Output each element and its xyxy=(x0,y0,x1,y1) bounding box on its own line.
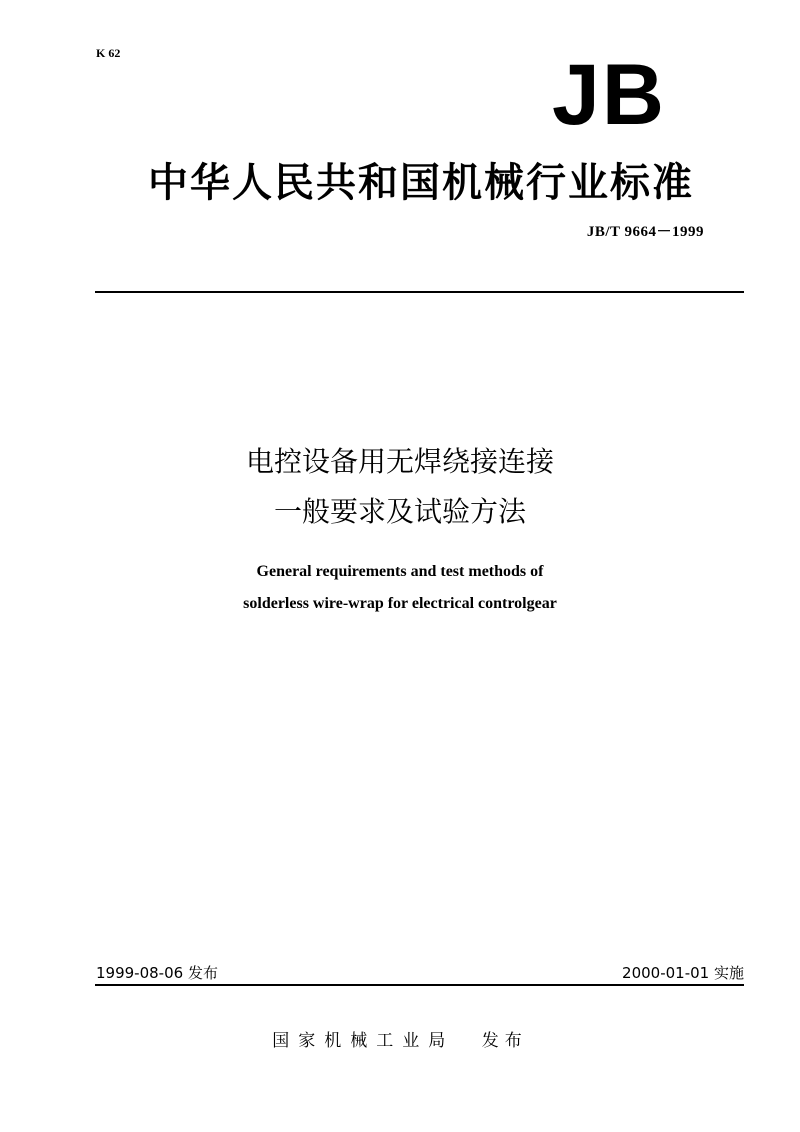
document-title-en-line-1: General requirements and test methods of xyxy=(256,563,544,580)
jb-logo: JB xyxy=(552,47,666,143)
footer-divider xyxy=(95,984,744,986)
issuer-line xyxy=(0,1026,800,1051)
issuer-name: 国家机械工业局 xyxy=(272,1031,455,1051)
issuer-action: 发布 xyxy=(481,1031,528,1051)
document-title-cn-line-2: 一般要求及试验方法 xyxy=(273,495,526,528)
header-divider xyxy=(95,291,744,293)
standard-number: JB/T 9664－1999 xyxy=(586,224,704,240)
effective-date: 2000-01-01 实施 xyxy=(622,964,744,982)
standard-title: 中华人民共和国机械行业标准 xyxy=(148,160,694,206)
classification-code: K 62 xyxy=(96,46,121,60)
document-title-cn-line-1: 电控设备用无焊绕接连接 xyxy=(245,445,554,478)
issue-date: 1999-08-06 发布 xyxy=(96,964,218,982)
document-title-en-line-2: solderless wire-wrap for electrical controlgear xyxy=(243,595,557,612)
